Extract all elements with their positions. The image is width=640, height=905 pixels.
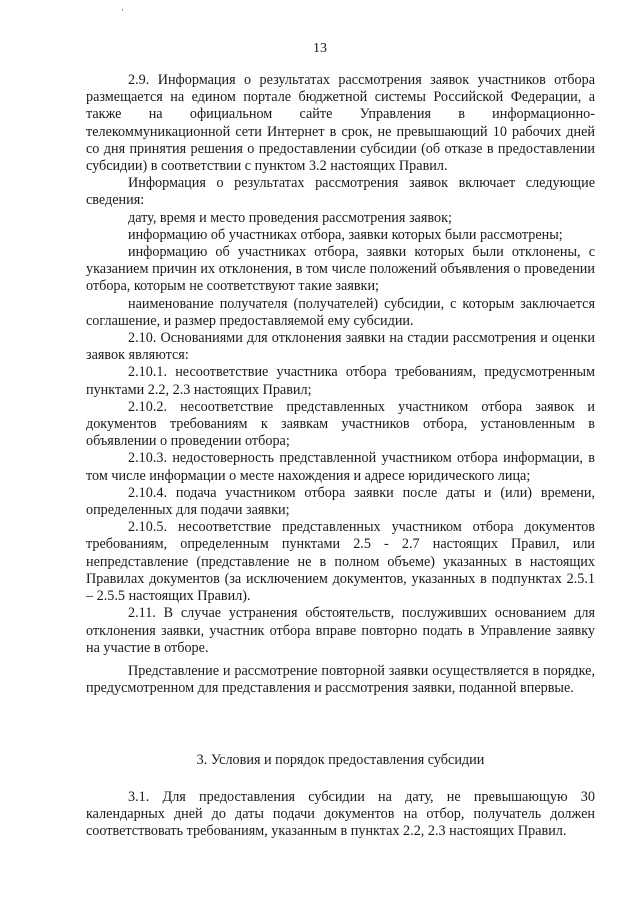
paragraph-info-item-2: информацию об участниках отбора, заявки которых были рассмотрены; — [128, 226, 563, 243]
paragraph-info-intro: Информация о результатах рассмотрения заявок включает следующие сведения: — [86, 175, 595, 209]
section-3-heading: 3. Условия и порядок предоставления субсидии — [196, 752, 485, 768]
paragraph-2-11: 2.11. В случае устранения обстоятельств, послуживших основанием для отклонения заявки, участник отбора вправе повторно подать в Управление заявку на участие в отборе. — [86, 605, 595, 656]
paragraph-2-10-5: 2.10.5. несоответствие представленных участником отбора документов требованиям, определенным пунктами 2.5 - 2.7 настоящих Правил, или непредставление (представление не в полном объеме) указанных в настоящих Правилах документов (за исключением документов, указанных в подпунктах 2.5.1 – 2.5.5 настоящих Правил). — [86, 519, 595, 605]
paragraph-info-item-1: дату, время и место проведения рассмотрения заявок; — [128, 209, 452, 226]
paragraph-2-10-1: 2.10.1. несоответствие участника отбора требованиям, предусмотренным пунктами 2.2, 2.3 настоящих Правил; — [86, 364, 595, 398]
section-3-block — [86, 789, 595, 841]
section-3-heading-block — [86, 752, 595, 769]
paragraph-info-item-3: информацию об участниках отбора, заявки которых были отклонены, с указанием причин их отклонения, в том числе положений объявления о проведении отбора, которым не соответствуют такие заявки; — [86, 244, 595, 295]
section-2-block — [86, 72, 595, 697]
paragraph-2-9: 2.9. Информация о результатах рассмотрения заявок участников отбора размещается на едином портале бюджетной системы Российской Федерации, а также на официальном сайте Управления в информационно-телекоммуникационной сети Интернет в срок, не превышающий 10 рабочих дней со дня принятия решения о предоставлении субсидии (об отказе в предоставлении субсидии) в соответствии с пунктом 3.2 настоящих Правил. — [86, 72, 595, 175]
paragraph-2-10-3: 2.10.3. недостоверность представленной участником отбора информации, в том числе информации о месте нахождения и адресе юридического лица; — [86, 450, 595, 484]
paragraph-3-1: 3.1. Для предоставления субсидии на дату, не превышающую 30 календарных дней до даты подачи документов на отбор, получатель должен соответствовать требованиям, указанным в пунктах 2.2, 2.3 настоящих Правил. — [86, 789, 595, 840]
paragraph-repeat-application: Представление и рассмотрение повторной заявки осуществляется в порядке, предусмотренном для представления и рассмотрения заявки, поданной впервые. — [86, 662, 595, 697]
paragraph-2-10: 2.10. Основаниями для отклонения заявки на стадии рассмотрения и оценки заявок являются: — [86, 330, 595, 364]
scan-mark — [122, 9, 123, 11]
paragraph-info-item-4: наименование получателя (получателей) субсидии, с которым заключается соглашение, и размер предоставляемой ему субсидии. — [86, 295, 595, 329]
paragraph-2-10-4: 2.10.4. подача участником отбора заявки после даты и (или) времени, определенных для подачи заявки; — [86, 484, 595, 519]
page-number: 13 — [313, 41, 327, 56]
paragraph-2-10-2: 2.10.2. несоответствие представленных участником отбора заявок и документов требованиям к заявкам участников отбора, установленным в объявлении о проведении отбора; — [86, 398, 595, 450]
